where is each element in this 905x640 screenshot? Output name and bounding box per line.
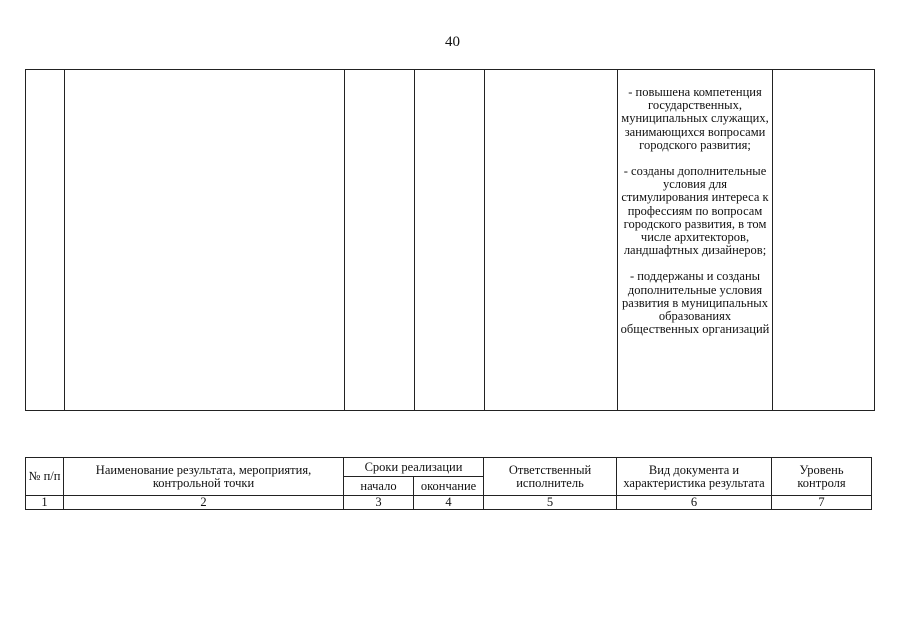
column-divider	[484, 70, 485, 410]
column-number: 1	[26, 496, 64, 510]
header-end: окончание	[414, 477, 484, 496]
result-paragraph: - поддержаны и созданы дополнительные условия развития в муниципальных образованиях общественных организаций	[620, 269, 770, 337]
header-document: Вид документа и характеристика результата	[617, 458, 772, 496]
column-divider	[344, 70, 345, 410]
column-number: 5	[484, 496, 617, 510]
header-no: № п/п	[26, 458, 64, 496]
column-number: 3	[344, 496, 414, 510]
column-number: 6	[617, 496, 772, 510]
header-table	[25, 457, 872, 510]
result-paragraph: - повышена компетенция государственных, муниципальных служащих, занимающихся вопросами городского развития;	[621, 86, 769, 152]
column-number: 4	[414, 496, 484, 510]
header-terms: Сроки реализации	[344, 458, 484, 477]
column-number: 7	[772, 496, 872, 510]
column-divider	[64, 70, 65, 410]
column-divider	[414, 70, 415, 410]
header-executor: Ответственный исполнитель	[484, 458, 617, 496]
continuation-table	[25, 69, 875, 411]
column-number: 2	[64, 496, 344, 510]
header-control: Уровень контроля	[772, 458, 872, 496]
document-result-cell	[620, 86, 770, 410]
header-name: Наименование результата, мероприятия, контрольной точки	[64, 458, 344, 496]
column-divider	[617, 70, 618, 410]
result-paragraph: - созданы дополнительные условия для стимулирования интереса к профессиям по вопросам городского развития, в том числе архитекторов, ландшафтных дизайнеров;	[621, 164, 769, 258]
column-divider	[772, 70, 773, 410]
page-number: 40	[445, 34, 460, 50]
header-start: начало	[344, 477, 414, 496]
